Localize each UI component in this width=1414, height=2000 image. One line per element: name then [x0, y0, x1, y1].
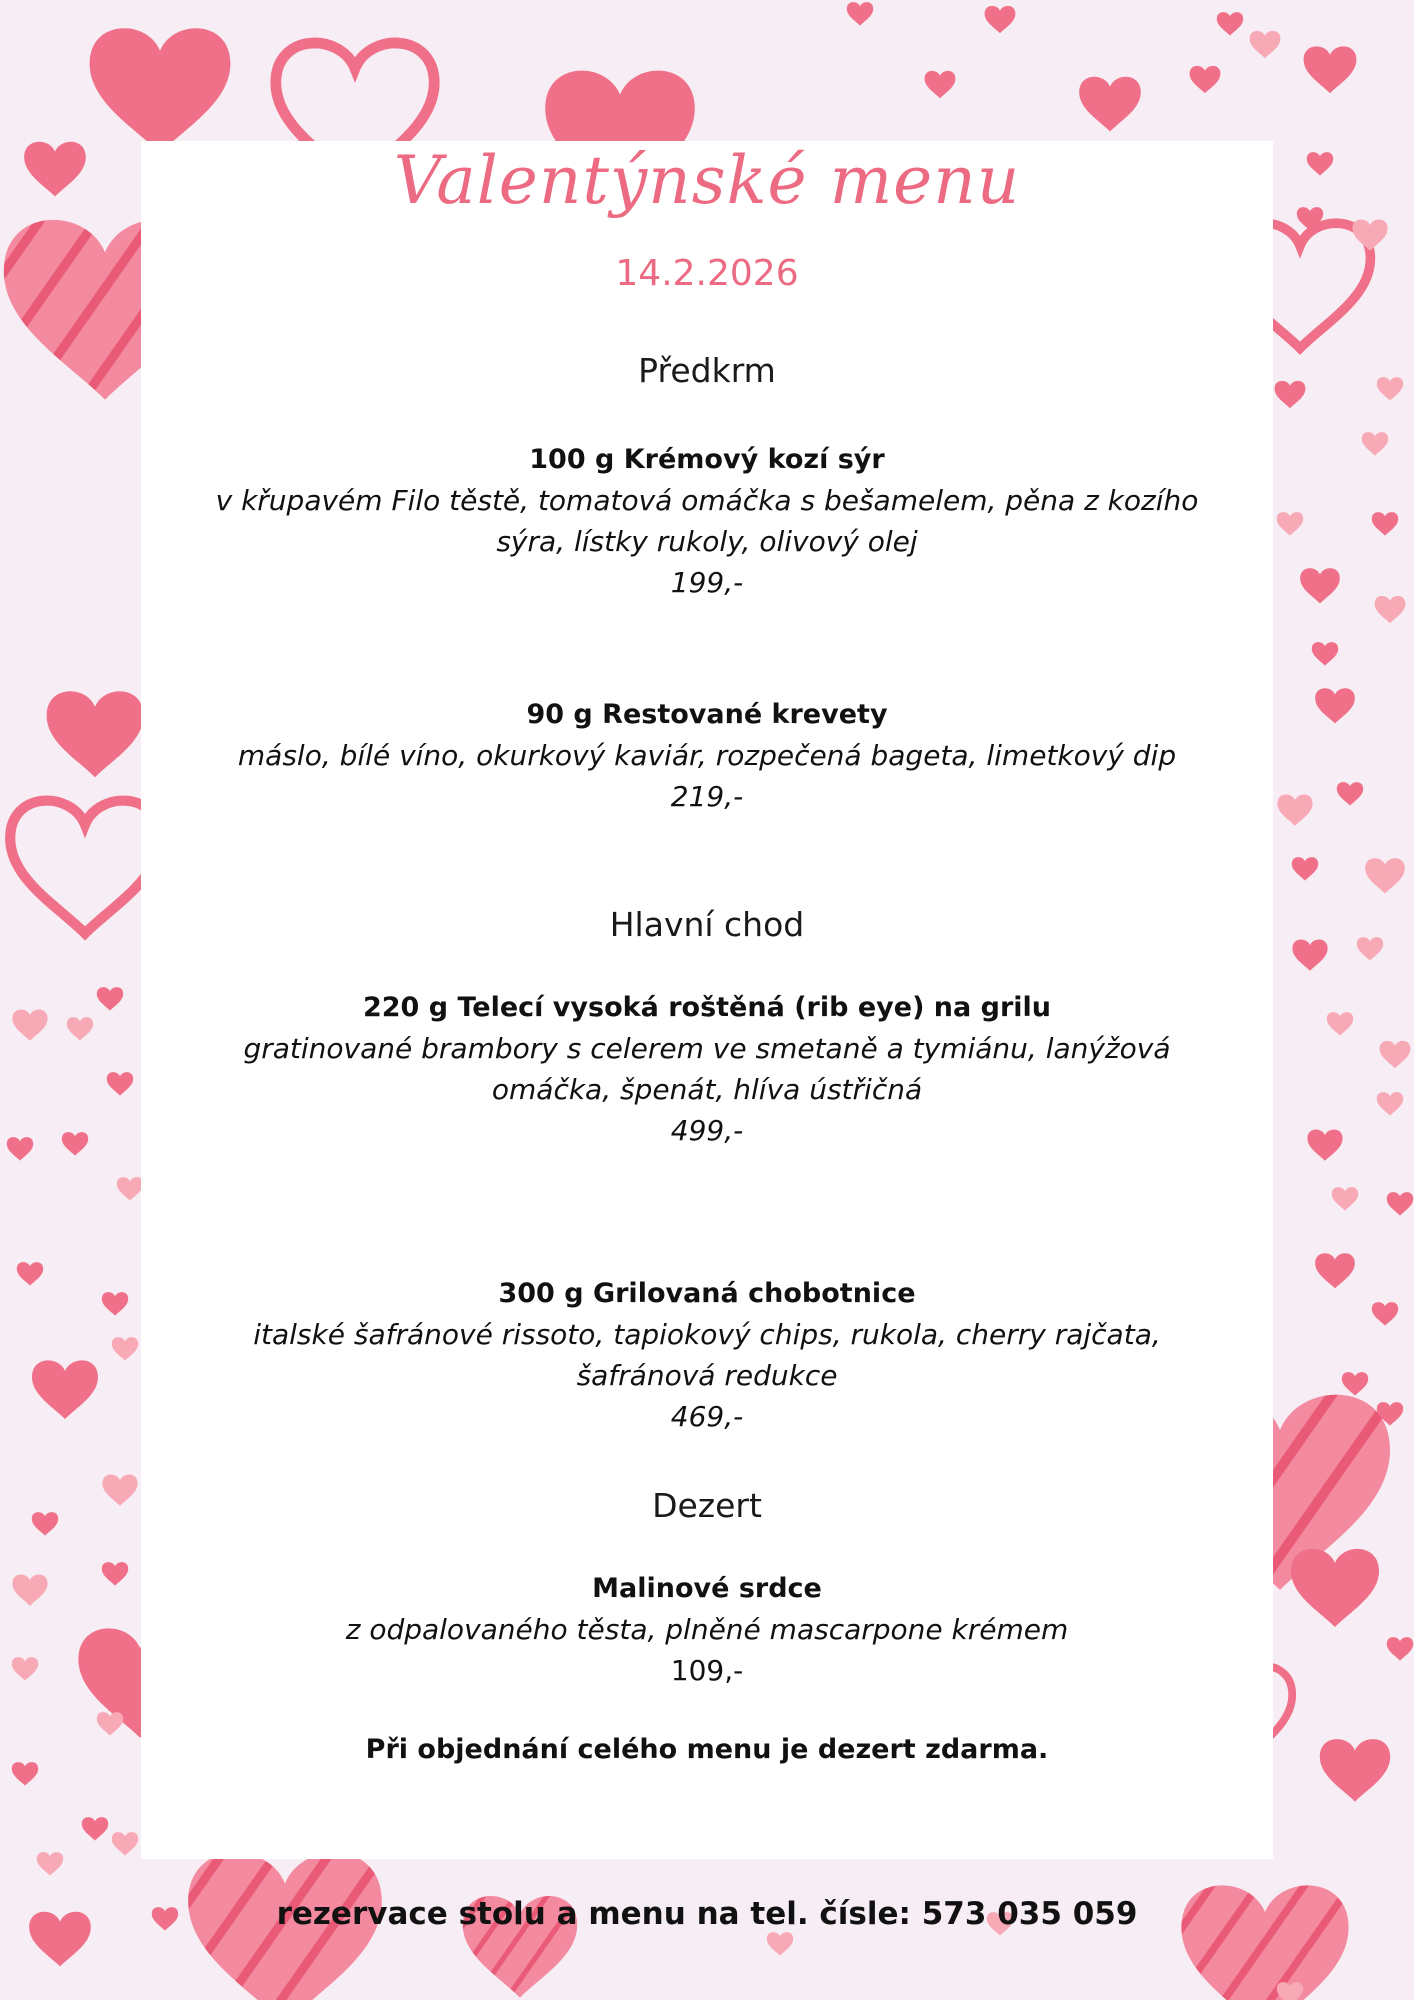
menu-item [141, 988, 1273, 1151]
dish-name: 90 g Restované krevety [526, 699, 888, 730]
dish-description: italské šafránové rissoto, tapiokový chips, rukola, cherry rajčata, šafránová redukce [253, 1318, 1161, 1392]
free-dessert-note: Při objednání celého menu je dezert zdarma. [365, 1734, 1049, 1765]
dish-price: 199,- [670, 566, 744, 599]
dish-name: 100 g Krémový kozí sýr [529, 444, 885, 475]
dish-name: Malinové srdce [592, 1573, 822, 1604]
dish-description: z odpalovaného těsta, plněné mascarpone krémem [345, 1613, 1069, 1646]
menu-item [141, 1274, 1273, 1437]
section-heading-main: Hlavní chod [609, 905, 805, 944]
dish-price: 219,- [670, 780, 744, 813]
menu-date: 14.2.2026 [615, 253, 799, 294]
dish-price: 109,- [670, 1654, 744, 1687]
menu-item [141, 695, 1273, 817]
dish-price: 499,- [670, 1114, 744, 1147]
dish-description: v křupavém Filo těstě, tomatová omáčka s bešamelem, pěna z kozího sýra, lístky rukoly, olivový olej [215, 484, 1199, 558]
dish-name: 220 g Telecí vysoká roštěná (rib eye) na grilu [362, 992, 1052, 1023]
reservation-footer: rezervace stolu a menu na tel. čísle: 573 035 059 [276, 1896, 1138, 1932]
dish-name: 300 g Grilovaná chobotnice [498, 1278, 916, 1309]
menu-item [141, 440, 1273, 603]
section-heading-starter: Předkrm [638, 351, 776, 390]
menu-title: Valentýnské menu [393, 142, 1021, 219]
dish-price: 469,- [670, 1400, 744, 1433]
menu-item [141, 1569, 1273, 1691]
section-heading-dessert: Dezert [652, 1486, 762, 1525]
dish-description: gratinované brambory s celerem ve smetaně a tymiánu, lanýžová omáčka, špenát, hlíva ústřičná [243, 1032, 1171, 1106]
dish-description: máslo, bílé víno, okurkový kaviár, rozpečená bageta, limetkový dip [237, 739, 1177, 772]
